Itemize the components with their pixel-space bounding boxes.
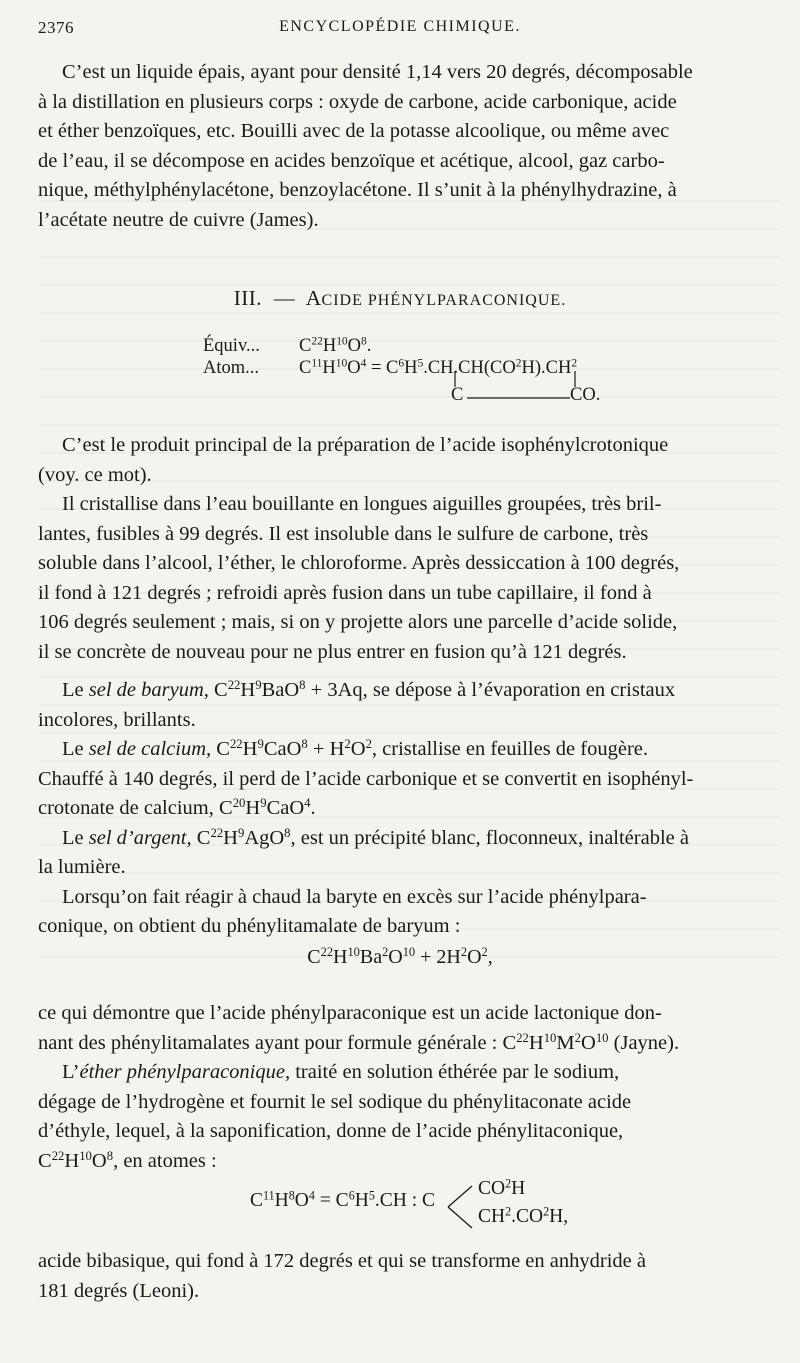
text-line: dégage de l’hydrogène et fournit le sel sodique du phénylitaconate acide: [38, 1090, 632, 1113]
formula-left: $C^{11}H^8O^4 = C^6H^5.CH$ : C: [250, 1188, 436, 1211]
text-line: acide bibasique, qui fond à 172 degrés et qui se transforme en anhydride à: [38, 1250, 646, 1272]
lactone-ring-bonds: [253, 349, 583, 409]
description-paragraph: [38, 431, 780, 667]
text-line: lantes, fusibles à 99 degrés. Il est insoluble dans le sulfure de carbone, très: [38, 522, 649, 545]
text-line: (voy. ce mot).: [38, 463, 152, 486]
text-line: Il cristallise dans l’eau bouillante en longues aiguilles groupées, très bril-: [62, 493, 662, 515]
ring-c-label: C: [451, 385, 464, 405]
formula-branch-bottom: $CH^2.CO^2H$,: [478, 1204, 569, 1227]
text-line: d’éthyle, lequel, à la saponification, donne de l’acide phénylitaconique,: [38, 1120, 624, 1142]
text-line: 106 degrés seulement ; mais, si on y projette alors une parcelle d’acide solide,: [38, 611, 678, 633]
text-line: de l’eau, il se décompose en acides benzoïque et acétique, alcool, gaz carbo-: [38, 149, 665, 172]
page-header: [38, 18, 762, 46]
text-line: Lorsqu’on fait réagir à chaud la baryte en excès sur l’acide phénylpara-: [62, 885, 647, 908]
text-line: incolores, brillants.: [38, 708, 196, 731]
equiv-formula: $C^{22}H^{10}O^8$.: [299, 335, 372, 356]
text-line: C’est un liquide épais, ayant pour densité 1,14 vers 20 degrés, décomposable: [62, 61, 693, 83]
calcium-line: Le sel de calcium, $C^{22}H^9CaO^8 + H^2O^2$, cristallise en feuilles de fougère.: [62, 737, 648, 760]
text-line: la lumière.: [38, 856, 126, 878]
text-line: $C^{22}H^{10}O^8$, en atomes :: [38, 1148, 217, 1172]
branch-bonds: [446, 1180, 476, 1234]
text-line: l’acétate neutre de cuivre (James).: [38, 208, 319, 231]
argent-line: Le sel d’argent, $C^{22}H^9AgO^8$, est un précipité blanc, floconneux, inaltérable à: [62, 825, 689, 849]
formula-branch-top: $CO^2H$: [478, 1176, 526, 1199]
text-line: soluble dans l’alcool, l’éther, le chloroforme. Après dessiccation à 100 degrés,: [38, 552, 680, 574]
ether-line: L’éther phénylparaconique, traité en solution éthérée par le sodium,: [62, 1061, 620, 1083]
text-line: il se concrète de nouveau pour ne plus entrer en fusion qu’à 121 degrés.: [38, 640, 627, 663]
text-line: conique, on obtient du phénylitamalate de baryum :: [38, 915, 461, 937]
text-line: nique, méthylphénylacétone, benzoylacétone. Il s’unit à la phénylhydrazine, à: [38, 179, 677, 201]
text-line: Chauffé à 140 degrés, il perd de l’acide carbonique et se convertit en isophényl-: [38, 767, 694, 790]
baryum-line: Le sel de baryum, $C^{22}H^9BaO^8 + 3Aq$, se dépose à l’évaporation en cristaux: [62, 678, 676, 701]
text-line: nant des phénylitamalates ayant pour formule générale : $C^{22}H^{10}M^2O^{10}$ (Jayne).: [38, 1030, 680, 1054]
ring-co-label: CO.: [570, 385, 601, 405]
page-number: 2376: [38, 18, 74, 37]
text-line: ce qui démontre que l’acide phénylparaconique est un acide lactonique don-: [38, 1002, 662, 1024]
text-line: C’est le produit principal de la préparation de l’acide isophénylcrotonique: [62, 434, 669, 456]
salts-paragraph: [38, 676, 780, 942]
atom-label: Atom...: [203, 358, 260, 378]
text-line: 181 degrés (Leoni).: [38, 1279, 200, 1302]
text-line: à la distillation en plusieurs corps : oxyde de carbone, acide carbonique, acide: [38, 90, 677, 113]
text-line: il fond à 121 degrés ; refroidi après fusion dans un tube capillaire, il fond à: [38, 581, 652, 604]
intro-paragraph: [38, 58, 780, 235]
phenylitaconic-acid-formula: [250, 1178, 590, 1238]
closing-paragraph: [38, 1247, 780, 1306]
baryum-phenylitamalate-formula: $C^{22}H^{10}Ba^2O^{10} + 2H^2O^2$,: [307, 945, 493, 968]
section-title: III. — ACIDE PHÉNYLPARACONIQUE.: [233, 286, 567, 310]
atom-formula: $C^{11}H^{10}O^4 = C^6H^5.CH.CH(CO^2H).CH^2$: [299, 357, 578, 378]
text-line: et éther benzoïques, etc. Bouilli avec de la potasse alcoolique, ou même avec: [38, 120, 670, 142]
running-title: ENCYCLOPÉDIE CHIMIQUE.: [279, 18, 521, 35]
text-line: crotonate de calcium, $C^{20}H^9CaO^4$.: [38, 796, 316, 819]
lactone-paragraph: [38, 999, 780, 1176]
equiv-label: Équiv...: [203, 336, 260, 356]
